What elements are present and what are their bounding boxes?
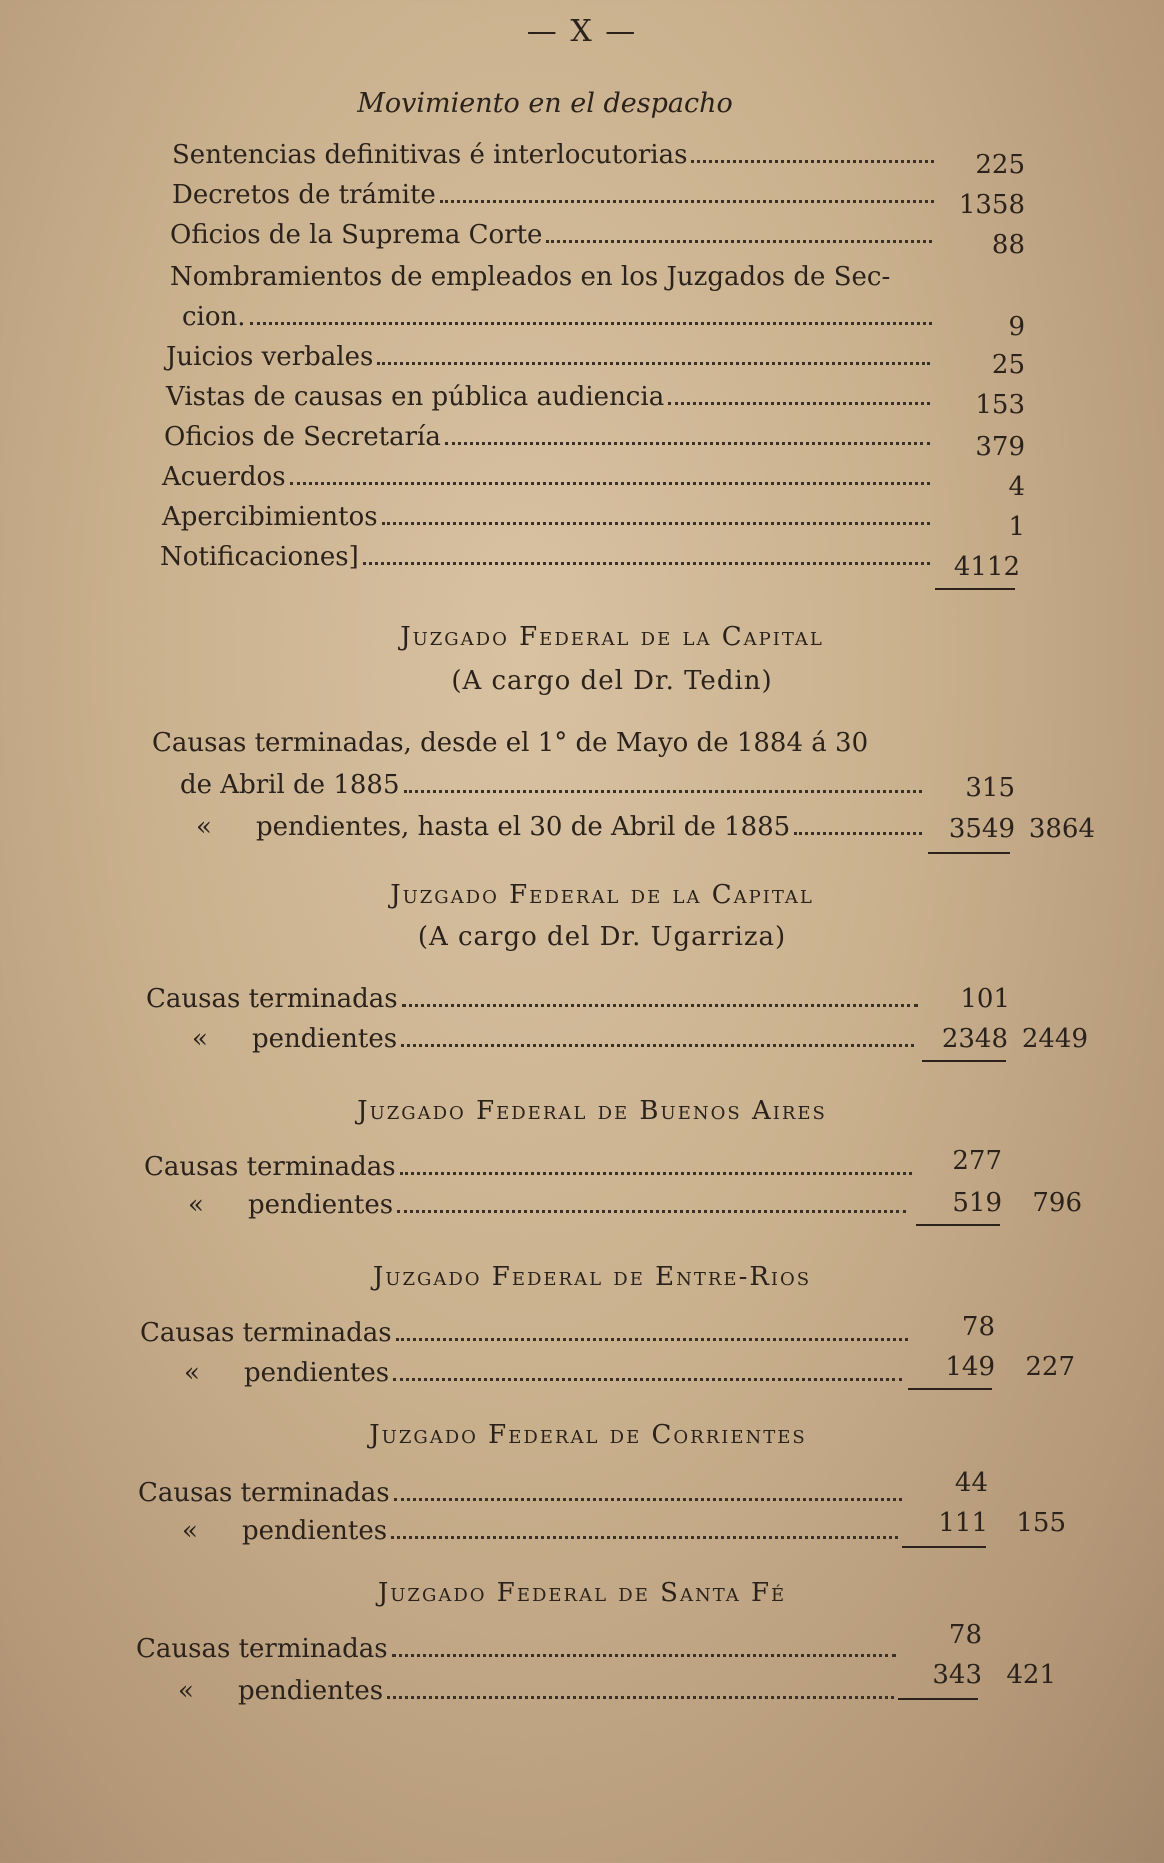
list-item xyxy=(140,1318,916,1348)
item-label: pendientes xyxy=(248,1190,394,1220)
list-item-continued xyxy=(182,302,940,332)
item-value: 88 xyxy=(991,230,1025,260)
list-item xyxy=(196,812,930,842)
list-item xyxy=(170,220,940,250)
dot-leader xyxy=(290,482,930,485)
item-label: Causas terminadas xyxy=(138,1478,390,1508)
section-total: 155 xyxy=(1016,1508,1066,1538)
dot-leader xyxy=(392,1654,896,1657)
terminadas-value: 44 xyxy=(954,1468,988,1498)
list-item xyxy=(144,1152,920,1182)
item-label: Acuerdos xyxy=(162,462,286,492)
dot-leader xyxy=(668,402,930,405)
ditto-mark: « xyxy=(192,1024,208,1054)
section-title: Juzgado Federal de Entre-Rios xyxy=(372,1262,812,1292)
list-item xyxy=(146,984,926,1014)
item-label: Causas terminadas, desde el 1° de Mayo de 1884 á 30 xyxy=(152,728,869,758)
terminadas-value: 78 xyxy=(948,1620,982,1650)
item-value: 1358 xyxy=(958,190,1025,220)
dot-leader xyxy=(387,1696,894,1699)
section-title: Juzgado Federal de la Capital xyxy=(400,622,824,652)
dot-leader xyxy=(546,240,932,243)
item-label: cion. xyxy=(182,302,246,332)
list-item xyxy=(182,1516,906,1546)
item-label: Oficios de la Suprema Corte xyxy=(170,220,543,250)
list-item xyxy=(162,462,938,492)
sum-rule xyxy=(908,1388,992,1390)
item-label: Sentencias definitivas é interlocutorias xyxy=(172,140,688,170)
list-item xyxy=(162,502,938,532)
item-label: Notificaciones] xyxy=(160,542,359,572)
ditto-mark: « xyxy=(196,812,212,842)
list-item xyxy=(166,382,938,412)
dot-leader xyxy=(393,1378,902,1381)
item-label: Juicios verbales xyxy=(166,342,374,372)
list-item xyxy=(152,728,952,758)
section-total: 3864 xyxy=(1028,814,1095,844)
section-title: Juzgado Federal de Santa Fé xyxy=(377,1578,787,1608)
dot-leader xyxy=(404,790,922,793)
list-item xyxy=(188,1190,914,1220)
item-value: 4 xyxy=(1008,472,1025,502)
ditto-mark: « xyxy=(188,1190,204,1220)
list-item xyxy=(166,342,938,372)
dot-leader xyxy=(250,322,932,325)
pendientes-value: 2348 xyxy=(941,1024,1008,1054)
sum-rule xyxy=(898,1698,978,1700)
item-label: pendientes xyxy=(238,1676,384,1706)
list-item xyxy=(172,180,942,210)
section-total: 421 xyxy=(1006,1660,1056,1690)
terminadas-value: 78 xyxy=(961,1312,995,1342)
item-value: 153 xyxy=(975,390,1025,420)
sum-rule xyxy=(922,1060,1006,1062)
section-title: Juzgado Federal de Corrientes xyxy=(369,1420,807,1450)
list-item xyxy=(192,1024,922,1054)
dot-leader xyxy=(396,1338,908,1341)
ditto-mark: « xyxy=(178,1676,194,1706)
despacho-heading: Movimiento en el despacho xyxy=(357,88,733,119)
item-label: de Abril de 1885 xyxy=(180,770,400,800)
item-label: Oficios de Secretaría xyxy=(164,422,441,452)
pendientes-value: 519 xyxy=(952,1188,1002,1218)
item-label: pendientes, hasta el 30 de Abril de 1885 xyxy=(256,812,791,842)
dot-leader xyxy=(377,362,930,365)
list-item xyxy=(170,262,950,292)
sum-rule xyxy=(935,588,1015,590)
section-title: Juzgado Federal de la Capital xyxy=(390,880,814,910)
sum-rule xyxy=(916,1224,1000,1226)
sum-rule xyxy=(928,852,1010,854)
terminadas-value: 101 xyxy=(960,984,1010,1014)
dot-leader xyxy=(440,200,934,203)
sum-rule xyxy=(902,1546,986,1548)
item-value: 9 xyxy=(1008,312,1025,342)
section-total: 227 xyxy=(1025,1352,1075,1382)
item-value: 25 xyxy=(991,350,1025,380)
section-subtitle: (A cargo del Dr. Tedin) xyxy=(451,666,773,696)
item-label: pendientes xyxy=(244,1358,390,1388)
section-subtitle: (A cargo del Dr. Ugarriza) xyxy=(417,922,787,952)
dot-leader xyxy=(402,1004,918,1007)
dot-leader xyxy=(691,160,934,163)
pendientes-value: 149 xyxy=(945,1352,995,1382)
terminadas-value: 315 xyxy=(965,773,1015,803)
section-total: 796 xyxy=(1032,1188,1082,1218)
ditto-mark: « xyxy=(184,1358,200,1388)
item-value: 4112 xyxy=(953,552,1020,582)
item-label: Vistas de causas en pública audiencia xyxy=(166,382,665,412)
item-value: 379 xyxy=(975,432,1025,462)
dot-leader xyxy=(794,832,922,835)
item-label: Decretos de trámite xyxy=(172,180,436,210)
terminadas-value: 277 xyxy=(952,1146,1002,1176)
pendientes-value: 343 xyxy=(932,1660,982,1690)
pendientes-value: 111 xyxy=(938,1508,988,1538)
item-label: Causas terminadas xyxy=(144,1152,396,1182)
ditto-mark: « xyxy=(182,1516,198,1546)
page-number-header: — X — xyxy=(526,14,638,49)
item-value: 1 xyxy=(1008,512,1025,542)
list-item xyxy=(164,422,938,452)
pendientes-value: 3549 xyxy=(948,814,1015,844)
item-value: 225 xyxy=(975,150,1025,180)
section-title: Juzgado Federal de Buenos Aires xyxy=(357,1096,827,1126)
list-item-continued xyxy=(180,770,930,800)
dot-leader xyxy=(382,522,930,525)
list-item xyxy=(178,1676,902,1706)
item-label: Causas terminadas xyxy=(136,1634,388,1664)
item-label: pendientes xyxy=(252,1024,398,1054)
dot-leader xyxy=(445,442,930,445)
list-item xyxy=(160,542,938,572)
item-label: Apercibimientos xyxy=(162,502,378,532)
list-item xyxy=(172,140,942,170)
dot-leader xyxy=(391,1536,898,1539)
list-item xyxy=(136,1634,904,1664)
item-label: Causas terminadas xyxy=(140,1318,392,1348)
dot-leader xyxy=(363,562,930,565)
item-label: Nombramientos de empleados en los Juzgados de Sec- xyxy=(170,262,891,292)
dot-leader xyxy=(394,1498,902,1501)
dot-leader xyxy=(397,1210,906,1213)
item-label: Causas terminadas xyxy=(146,984,398,1014)
list-item xyxy=(138,1478,910,1508)
dot-leader xyxy=(401,1044,914,1047)
list-item xyxy=(184,1358,910,1388)
section-total: 2449 xyxy=(1021,1024,1088,1054)
item-label: pendientes xyxy=(242,1516,388,1546)
dot-leader xyxy=(400,1172,912,1175)
